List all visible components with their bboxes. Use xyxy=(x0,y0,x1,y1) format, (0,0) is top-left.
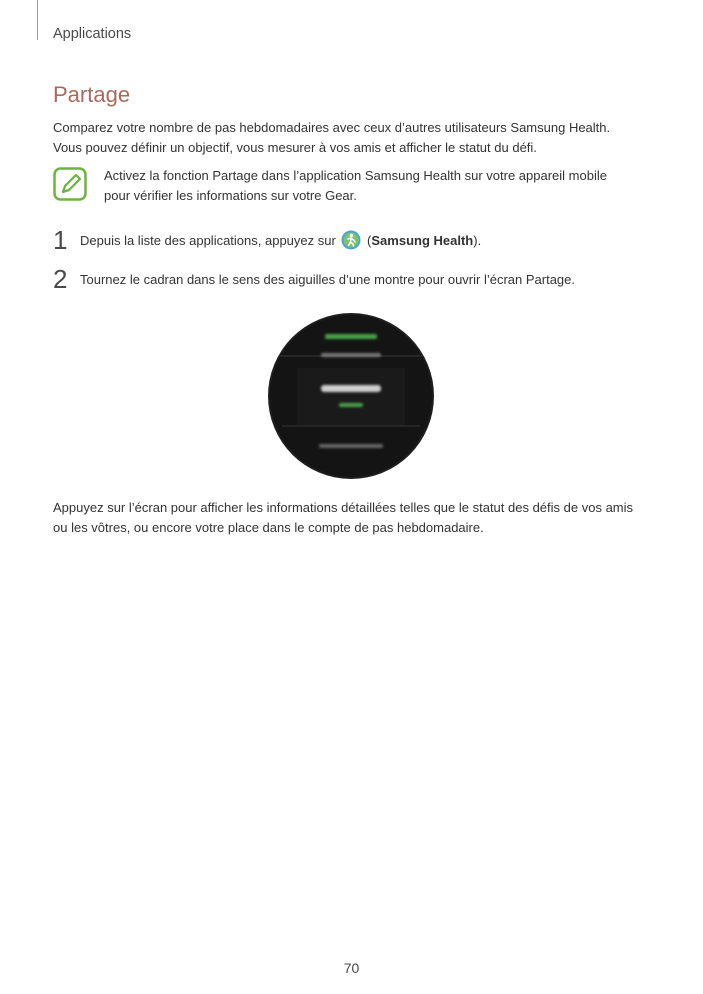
step-1-after: ). xyxy=(473,233,482,248)
body-line-2: ou les vôtres, ou encore votre place dans le compte de pas hebdomadaire. xyxy=(53,520,484,535)
intro-line-1: Comparez votre nombre de pas hebdomadaires avec ceux d’autres utilisateurs Samsung Health. xyxy=(53,120,611,135)
intro-line-2: Vous pouvez définir un objectif, vous mesurer à vos amis et afficher le statut du défi. xyxy=(53,140,537,155)
step-number-2: 2 xyxy=(53,264,68,294)
page-number: 70 xyxy=(343,960,360,976)
margin-rule xyxy=(37,0,38,40)
watch-screen-image xyxy=(267,312,435,480)
step-1-open: ( xyxy=(363,233,372,248)
step-text-1 xyxy=(80,230,481,251)
note-line-1: Activez la fonction Partage dans l’application Samsung Health sur votre appareil mobile xyxy=(104,168,607,183)
step-1-before: Depuis la liste des applications, appuyez sur xyxy=(80,233,336,248)
section-header: Applications xyxy=(53,26,132,42)
note-text xyxy=(104,166,644,206)
note-line-2: pour vérifier les informations sur votre Gear. xyxy=(104,188,357,203)
intro-paragraph xyxy=(53,118,663,158)
note-pencil-icon xyxy=(53,167,87,201)
page-title: Partage xyxy=(53,82,131,107)
body-line-1: Appuyez sur l’écran pour afficher les informations détaillées telles que le statut des défis de vos amis xyxy=(53,500,634,515)
step-number-1: 1 xyxy=(53,225,68,255)
body-paragraph xyxy=(53,498,653,538)
step-text-2: Tournez le cadran dans le sens des aiguilles d’une montre pour ouvrir l’écran Partage. xyxy=(80,272,576,287)
samsung-health-icon xyxy=(341,230,361,250)
step-1-bold: Samsung Health xyxy=(371,233,474,248)
